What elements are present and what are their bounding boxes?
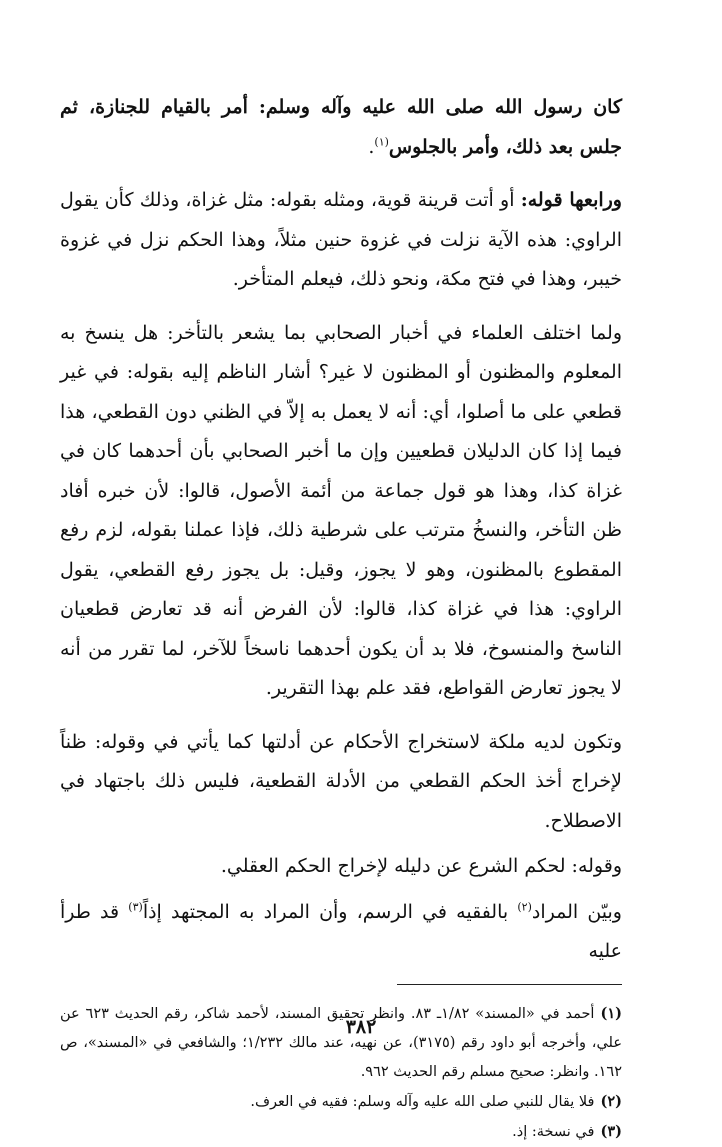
paragraph-6-text-b: بالفقيه في الرسم، وأن المراد به المجتهد إذاً [142,900,518,923]
paragraph-6-text-a: وبيّن المراد [531,900,622,923]
footnote-3-text: في نسخة: إذ. [512,1123,595,1140]
page-number: ٣٨٢ [345,1016,377,1038]
paragraph-4 [60,723,622,842]
paragraph-5 [60,847,622,887]
paragraph-1-tail: . [368,135,375,158]
paragraph-4-text: وتكون لديه ملكة لاستخراج الأحكام عن أدلتها كما يأتي في وقوله: ظناً لإخراج أخذ الحكم القطعي من الأدلة القطعية، فليس ذلك باجتهاد في الاصطلاح. [60,730,622,832]
footnote-ref-2[interactable]: (٢) [517,900,532,914]
footnote-2-text: فلا يقال للنبي صلى الله عليه وآله وسلم: فقيه في العرف. [250,1093,595,1110]
paragraph-2-lead: ورابعها قوله: [520,189,622,211]
footnote-3-number: (٣) [600,1122,622,1140]
footnote-3 [60,1117,622,1147]
footnote-ref-1[interactable]: (١) [374,135,389,149]
footnote-2 [60,1087,622,1117]
footnote-1-text: أحمد في «المسند» ١/٨٢ـ ٨٣. وانظر تحقيق المسند، لأحمد شاكر، رقم الحديث ٦٢٣ عن علي، وأخرجه أبو داود رقم (٣١٧٥)، عن نهيه، عند مالك ١/٢٣٢؛ والشافعي في «المسند»، ص ١٦٢. وانظر: صحيح مسلم رقم الحديث ٩٦٢. [60,1005,622,1080]
paragraph-6-text-c: قد طرأ عليه [60,900,622,962]
page-body [60,88,622,1140]
paragraph-2-text: أو أتت قرينة قوية، ومثله بقوله: مثل غزاة، وذلك كأن يقول الراوي: هذه الآية نزلت في غزوة حنين مثلاً، وهذا الحكم نزل في غزوة خيبر، وهذا في فتح مكة، ونحو ذلك، فيعلم المتأخر. [60,189,622,290]
footnote-ref-3[interactable]: (٣) [128,900,143,914]
footnote-2-number: (٢) [600,1092,622,1110]
paragraph-3 [60,314,622,709]
footnote-1-number: (١) [600,1004,622,1022]
paragraph-2 [60,181,622,300]
paragraph-6 [60,893,622,972]
paragraph-3-text: ولما اختلف العلماء في أخبار الصحابي بما يشعر بالتأخر: هل ينسخ به المعلوم والمظنون أو المظنون لا غير؟ أشار الناظم إليه بقوله: في غير قطعي على ما أصلوا، أي: أنه لا يعمل به إلاّ في الظني دون القطعي، هذا فيما إذا كان الدليلان قطعيين وإن ما أخبر الصحابي بأن أحدهما كان في غزاة كذا، وهذا هو قول جماعة من أئمة الأصول، قالوا: لأن خبره أفاد ظن التأخر، والنسخُ مترتب على شرطية ذلك، فإذا عملنا بقوله، لزم رفع المقطوع بالمظنون، وهو لا يجوز، وقيل: بل يجوز رفع القطعي، يقول الراوي: هذا في غزاة كذا، قالوا: لأن الفرض أنه قد تعارض قطعيان الناسخ والمنسوخ، فلا بد أن يكون أحدهما ناسخاً للآخر، لما تقرر من أنه لا يجوز تعارض القواطع، فقد علم بهذا التقرير. [60,321,622,699]
footnote-divider [397,984,622,985]
paragraph-1 [60,88,622,167]
footnote-1 [60,999,622,1087]
paragraph-1-text: كان رسول الله صلى الله عليه وآله وسلم: أمر بالقيام للجنازة، ثم جلس بعد ذلك، وأمر بالجلوس [60,96,622,158]
paragraph-5-text: وقوله: لحكم الشرع عن دليله لإخراج الحكم العقلي. [220,855,622,877]
